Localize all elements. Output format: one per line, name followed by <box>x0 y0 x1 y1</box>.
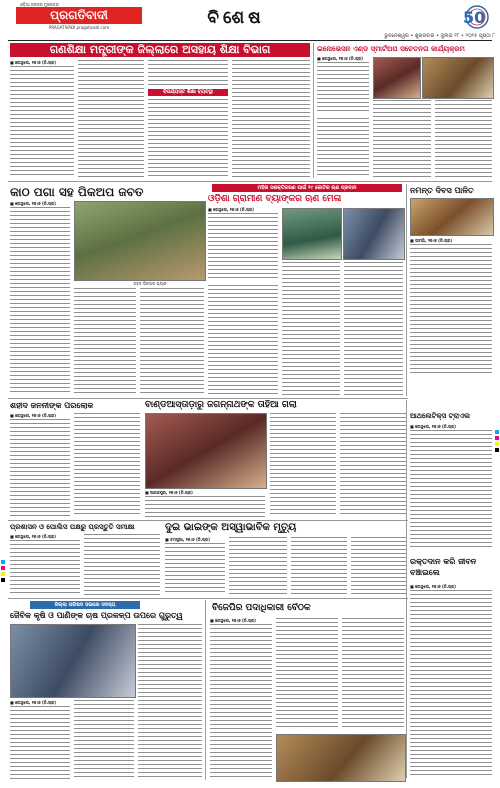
farming-headline[interactable]: ଜୈବିକ କୃଷି ଓ ପାଣିଙ୍କ ଚାଷ ପ୍ରକଳ୍ପ ଉପରେ ଗୁରୁତ୍ୱ <box>10 611 183 620</box>
wood-caption: ଜବତ ପିକଅପ ଭ୍ୟାନ <box>133 281 167 286</box>
cmyk-marks-left <box>0 560 6 584</box>
farming-body-col1 <box>10 706 70 780</box>
admin-body-col1 <box>10 540 80 595</box>
section-title: ବିଶେଷ <box>207 8 265 28</box>
wood-body-col3 <box>140 288 204 395</box>
masthead-rule <box>8 40 492 41</box>
wood-body-col1 <box>10 207 70 395</box>
namanta-byline: ■ ଘଟଗାଁ, ୧୭।୭ (ନି.ପ୍ର) <box>410 238 453 243</box>
yellow-swatch <box>1 572 5 576</box>
lead-headline[interactable]: ଗଣଶିକ୍ଷା ମନ୍ତ୍ରୀଙ୍କ ଜିଲ୍ଲାରେ ଅସହାୟ ଶିକ୍ଷା ବିଭାଗ <box>10 43 310 57</box>
lead-byline: ■ କେନ୍ଦୁଝର, ୧୭।୭ (ନି.ପ୍ର) <box>10 60 56 65</box>
lead-body-col3a <box>148 60 228 87</box>
bjp-body-col1 <box>210 624 272 780</box>
namanta-photo <box>410 198 494 236</box>
bank-body-col4 <box>208 285 278 395</box>
bank-kicker: ମହିଳା ସଶକ୍ତିକରଣ ପାଇଁ ୧୯ କୋଟିର ଋଣ ପ୍ରଦାନ <box>212 184 402 192</box>
farming-body-col2 <box>74 700 134 780</box>
magenta-swatch <box>1 566 5 570</box>
bank-body-col1 <box>208 213 278 281</box>
bank-photo-2 <box>343 208 405 260</box>
innovation-body-b <box>373 100 431 178</box>
athletics-body <box>410 430 492 550</box>
brothers-byline: ■ ଚମ୍ପୁଆ, ୧୭।୭ (ନି.ପ୍ର) <box>165 537 210 542</box>
row-divider-1 <box>8 181 492 182</box>
martyr-headline[interactable]: ଶହୀଦ ଜନନୀଙ୍କ ପରଲୋକ <box>10 401 94 410</box>
masthead-subtitle: PRAGATIVADI pragativadi.com <box>48 25 110 30</box>
anniversary-logo <box>450 3 490 31</box>
farming-kicker: ଜିଲ୍ଲା ପରିଷଦ ସଭାରେ ସଦସ୍ୟ <box>30 601 140 609</box>
column-divider <box>313 43 314 178</box>
brothers-body-col2 <box>229 537 287 595</box>
jagannath-photo <box>145 413 267 489</box>
anniversary-number: 50 <box>463 8 486 27</box>
brothers-body-col1 <box>165 543 225 595</box>
martyr-body-col1 <box>10 419 70 517</box>
bank-body-col2 <box>282 262 340 395</box>
bank-byline: ■ କେନ୍ଦୁଝର, ୧୭।୭ (ନି.ପ୍ର) <box>208 207 254 212</box>
martyr-byline: ■ କେନ୍ଦୁଝର, ୧୭।୭ (ନି.ପ୍ର) <box>10 413 56 418</box>
lead-subhead: ବିପର୍ଯ୍ୟସ୍ତ ଶିକ୍ଷା ବ୍ୟବସ୍ଥା <box>148 89 228 96</box>
bjp-byline: ■ କେନ୍ଦୁଝର, ୧୭।୭ (ନି.ପ୍ର) <box>210 618 256 623</box>
bjp-body-col3 <box>342 618 404 730</box>
athletics-byline: ■ କେନ୍ଦୁଝର, ୧୭।୭ (ନି.ପ୍ର) <box>410 424 456 429</box>
yellow-swatch <box>495 442 499 446</box>
black-swatch <box>495 448 499 452</box>
innovation-body-c <box>435 100 492 178</box>
bjp-photo <box>276 734 406 782</box>
bjp-body-col2 <box>276 618 338 730</box>
innovation-photo-1 <box>373 57 421 99</box>
farming-byline: ■ କେନ୍ଦୁଝର, ୧୭।୭ (ନି.ପ୍ର) <box>10 700 56 705</box>
jagannath-body-col1 <box>270 413 336 517</box>
cyan-swatch <box>1 560 5 564</box>
bank-body-col3 <box>344 262 403 395</box>
wood-photo <box>74 201 206 281</box>
admin-headline[interactable]: ପ୍ରଶାସନ ଓ ପୋଲିସ ପକ୍ଷରୁ ପ୍ରସ୍ତୁତି ସମୀକ୍ଷା <box>10 523 135 531</box>
masthead-logo[interactable] <box>16 7 142 31</box>
magenta-swatch <box>495 436 499 440</box>
anniversary-emblem-icon <box>450 3 490 31</box>
innovation-headline[interactable]: ଇନୋଭେସନ ଏଣ୍ଡ ସ୍ମାର୍ଟଅପ ସଚେତନତା କାର୍ଯ୍ୟକ୍ରମ <box>317 45 465 53</box>
dateline: ଭୁବନେଶ୍ୱର • ଶୁକ୍ରବାର • ଜୁଲାଇ ୧୮ • ୨୦୨୫ ପୃଷ୍ଠା ୮ <box>384 33 495 39</box>
blood-headline[interactable]: ରକ୍ତଦାନ କରି ଜୀବନ ବଞ୍ଚାଇଲେ <box>410 557 477 577</box>
jagannath-body-col2 <box>340 413 406 517</box>
black-swatch <box>1 578 5 582</box>
column-divider <box>406 400 407 778</box>
namanta-body <box>410 244 492 374</box>
jagannath-byline: ■ ଆନନ୍ଦପୁର, ୧୭।୭ (ନି.ପ୍ର) <box>145 490 193 495</box>
admin-byline: ■ କେନ୍ଦୁଝର, ୧୭।୭ (ନି.ପ୍ର) <box>10 534 56 539</box>
cmyk-marks-right <box>494 430 500 454</box>
row-divider-4 <box>8 598 408 599</box>
brothers-body-col3 <box>291 537 347 595</box>
lead-body-col2 <box>78 60 144 178</box>
innovation-byline: ■ କେନ୍ଦୁଝର, ୧୭।୭ (ନି.ପ୍ର) <box>317 56 363 61</box>
wood-headline[interactable]: କାଠ ପଗା ସହ ପିକଅପ ଜବତ <box>10 185 144 199</box>
farming-photo <box>10 624 136 698</box>
admin-body-col2 <box>84 534 160 595</box>
jagannath-headline[interactable]: ବାଣ୍ଡଆସ୍ତାଡ଼ାରୁ ଜଗନ୍ନାଥଙ୍କ ତାହିଆ ଗଲା <box>145 400 297 410</box>
lead-body-col1 <box>10 66 74 178</box>
innovation-body-d <box>317 118 369 178</box>
namanta-headline[interactable]: ନମନ୍ତ ଦିବସ ପାଳିତ <box>410 186 474 195</box>
lead-body-col3b <box>148 99 228 178</box>
masthead-title: ପ୍ରଗତିବାଦୀ <box>16 7 142 24</box>
jagannath-body-col3 <box>145 496 265 517</box>
blood-byline: ■ କେନ୍ଦୁଝର, ୧୭।୭ (ନି.ପ୍ର) <box>410 584 456 589</box>
column-divider <box>205 600 206 780</box>
martyr-body-col2 <box>74 413 140 517</box>
row-divider-2 <box>8 398 408 399</box>
blood-body <box>410 590 492 778</box>
innovation-body-a <box>317 62 369 114</box>
bjp-headline[interactable]: ବିଜେପିର ପଦାଧିକାରୀ ବୈଠକ <box>212 603 311 613</box>
wood-byline: ■ କେନ୍ଦୁଝର, ୧୭।୭ (ନି.ପ୍ର) <box>10 201 56 206</box>
lead-body-col4 <box>232 60 310 178</box>
cyan-swatch <box>495 430 499 434</box>
brothers-headline[interactable]: ଦୁଇ ଭାଇଙ୍କ ଅସ୍ୱାଭାବିକ ମୃତ୍ୟୁ <box>165 522 297 533</box>
column-divider <box>406 184 407 396</box>
masthead-tagline: ଓଡ଼ିଆ ଜନତାର ମୁଖପତ୍ର <box>20 2 59 7</box>
row-divider-3 <box>8 520 408 521</box>
wood-body-col2 <box>74 288 136 395</box>
athletics-headline[interactable]: ଆଥଲେଟିକ୍ସ ଟ୍ରାଏଲ <box>410 412 471 420</box>
bank-headline[interactable]: ଓଡ଼ିଶା ଗ୍ରାମୀଣ ବ୍ୟାଙ୍କର ଋଣ ମେଳା <box>208 194 342 204</box>
bank-photo-1 <box>282 208 342 260</box>
farming-body-col3 <box>138 624 202 780</box>
innovation-photo-2 <box>422 57 494 99</box>
brothers-body-col4 <box>351 537 406 595</box>
